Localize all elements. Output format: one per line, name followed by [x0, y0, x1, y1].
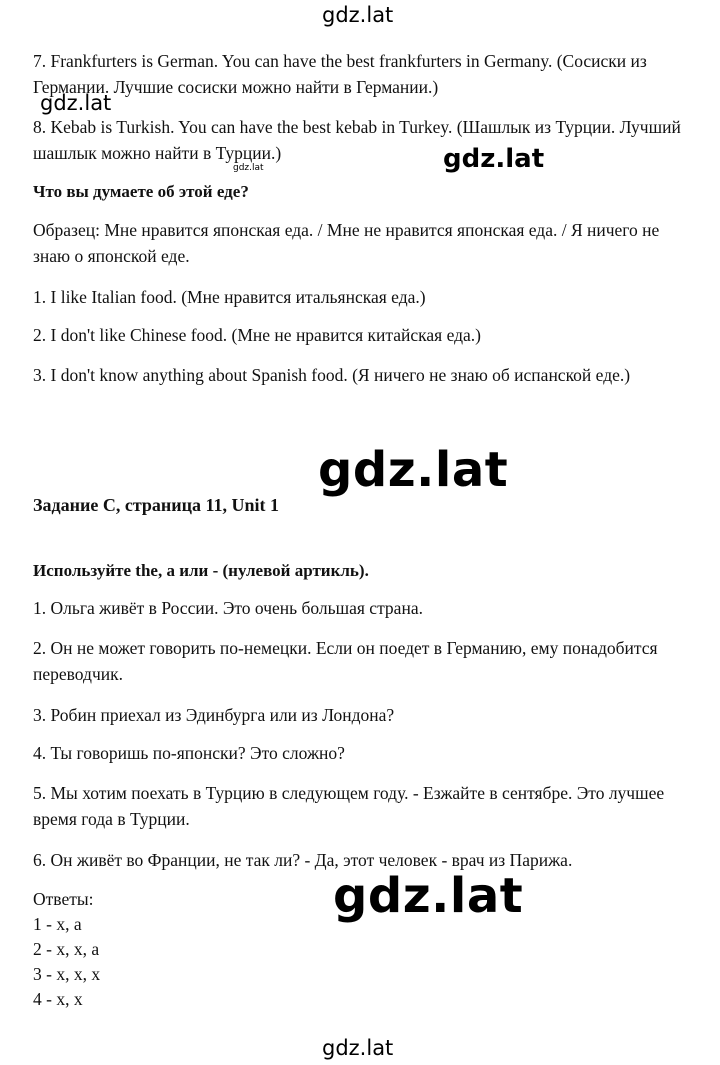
watermark-tiny: gdz.lat [233, 163, 264, 173]
answer-item: 4 - x, x [33, 989, 83, 1009]
food-answer-3: 3. I don't know anything about Spanish food. (Я ничего не знаю об испанской еде.) [33, 365, 631, 385]
sentence-4: 4. Ты говоришь по-японски? Это сложно? [33, 743, 345, 763]
food-answer-1: 1. I like Italian food. (Мне нравится итальянская еда.) [33, 287, 426, 307]
watermark-bottom: gdz.lat [322, 1036, 394, 1060]
paragraph-kebab: 8. Kebab is Turkish. You can have the best kebab in Turkey. (Шашлык из Турции. Лучший шашлык можно найти в Турции.) [33, 117, 681, 163]
paragraph-frankfurters: 7. Frankfurters is German. You can have the best frankfurters in Germany. (Сосиски из Германии. Лучшие сосиски можно найти в Германии.) [33, 51, 647, 97]
sentence-6: 6. Он живёт во Франции, не так ли? - Да, этот человек - врач из Парижа. [33, 850, 573, 870]
sentence-2: 2. Он не может говорить по-немецки. Если он поедет в Германию, ему понадобится переводчик. [33, 638, 658, 684]
example-text: Образец: Мне нравится японская еда. / Мне не нравится японская еда. / Я ничего не знаю о японской еде. [33, 220, 660, 266]
answer-item: 2 - x, x, a [33, 939, 100, 959]
sentence-1: 1. Ольга живёт в России. Это очень большая страна. [33, 598, 423, 618]
answer-item: 3 - x, x, x [33, 964, 101, 984]
sentence-5: 5. Мы хотим поехать в Турцию в следующем году. - Езжайте в сентябре. Это лучшее время года в Турции. [33, 783, 665, 829]
watermark-big-2: gdz.lat [333, 868, 524, 924]
watermark-left: gdz.lat [40, 91, 112, 115]
answers-title: Ответы: [33, 889, 94, 909]
watermark-mid-right: gdz.lat [441, 144, 548, 174]
task-heading: Задание С, страница 11, Unit 1 [33, 495, 280, 515]
answer-item: 1 - x, a [33, 914, 82, 934]
instruction: Используйте the, а или - (нулевой артикль). [33, 561, 369, 580]
answers-block [33, 887, 100, 1012]
watermark-top: gdz.lat [322, 3, 394, 27]
watermark-big-1: gdz.lat [318, 442, 509, 498]
heading-food-opinion: Что вы думаете об этой еде? [33, 182, 249, 201]
food-answer-2: 2. I don't like Chinese food. (Мне не нравится китайская еда.) [33, 325, 481, 345]
sentence-3: 3. Робин приехал из Эдинбурга или из Лондона? [33, 705, 395, 725]
